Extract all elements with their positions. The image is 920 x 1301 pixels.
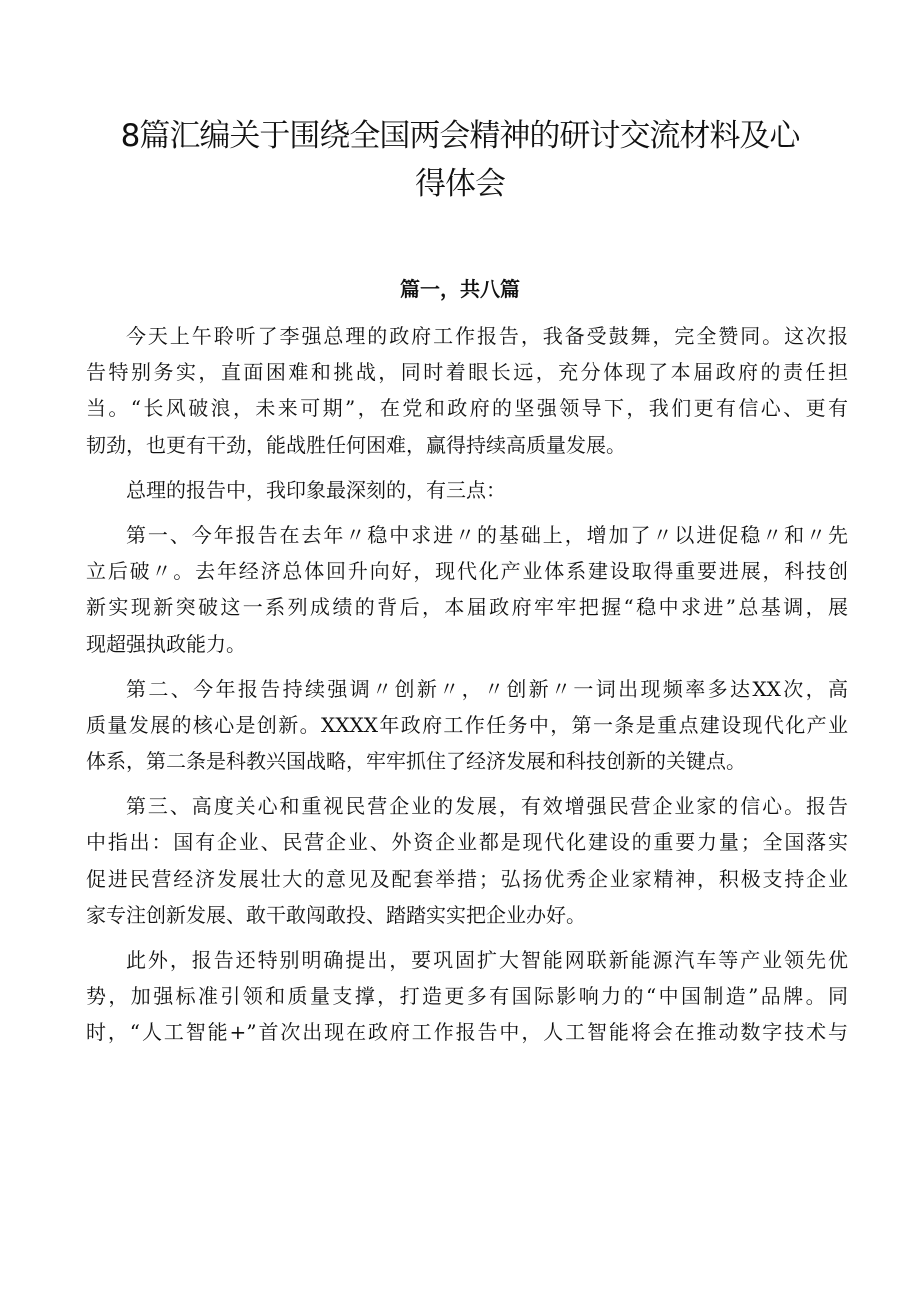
paragraph-line: 第三、高度关心和重视民营企业的发展，有效增强民营企业家的信心。报告 — [126, 794, 848, 819]
paragraph-line: 当。“长风破浪，未来可期”，在党和政府的坚强领导下，我们更有信心、更有 — [86, 396, 848, 421]
paragraph-line: 促进民营经济发展壮大的意见及配套举措；弘扬优秀企业家精神，积极支持企业 — [86, 866, 848, 891]
paragraph-line: 今天上午聆听了李强总理的政府工作报告，我备受鼓舞，完全赞同。这次报 — [126, 324, 848, 348]
paragraph-4 — [86, 671, 848, 780]
paragraph-3 — [86, 517, 848, 662]
paragraph-line: 家专注创新发展、敢干敢闯敢投、踏踏实实把企业办好。 — [86, 902, 586, 927]
paragraph-line: 立后破〃。去年经济总体回升向好，现代化产业体系建设取得重要进展，科技创 — [86, 559, 848, 584]
document-body — [86, 318, 848, 1051]
paragraph-line: 质量发展的核心是创新。XXXX年政府工作任务中，第一条是重点建设现代化产业 — [86, 712, 848, 737]
paragraph-line: 新实现新突破这一系列成绩的背后，本届政府牢牢把握“稳中求进”总基调，展 — [86, 595, 848, 620]
paragraph-line: 总理的报告中，我印象最深刻的，有三点： — [126, 477, 506, 502]
paragraph-2 — [86, 472, 848, 508]
paragraph-line: 此外，报告还特别明确提出，要巩固扩大智能网联新能源汽车等产业领先优 — [126, 948, 848, 972]
section-heading: 篇一，共八篇 — [400, 277, 520, 301]
paragraph-6 — [86, 942, 848, 1051]
paragraph-5 — [86, 788, 848, 933]
paragraph-line: 势，加强标准引领和质量支撑，打造更多有国际影响力的“中国制造”品牌。同 — [86, 984, 848, 1009]
document-title-line-2: 得体会 — [415, 166, 505, 202]
paragraph-line: 现超强执政能力。 — [86, 631, 246, 656]
paragraph-line: 中指出：国有企业、民营企业、外资企业都是现代化建设的重要力量；全国落实 — [86, 830, 848, 855]
paragraph-1 — [86, 318, 848, 463]
paragraph-line: 体系，第二条是科教兴国战略，牢牢抓住了经济发展和科技创新的关键点。 — [86, 749, 746, 774]
paragraph-line: 告特别务实，直面困难和挑战，同时着眼长远，充分体现了本届政府的责任担 — [86, 360, 848, 385]
paragraph-line: 第二、今年报告持续强调〃创新〃，〃创新〃一词出现频率多达XX次，高 — [126, 676, 848, 701]
document-title — [110, 112, 810, 208]
document-title-line-1: 8篇汇编关于围绕全国两会精神的研讨交流材料及心 — [120, 118, 800, 154]
paragraph-line: 韧劲，也更有干劲，能战胜任何困难，赢得持续高质量发展。 — [86, 432, 626, 457]
paragraph-line: 第一、今年报告在去年〃稳中求进〃的基础上，增加了〃以进促稳〃和〃先 — [126, 522, 848, 547]
paragraph-line: 时，“人工智能+”首次出现在政府工作报告中，人工智能将会在推动数字技术与 — [86, 1020, 848, 1045]
